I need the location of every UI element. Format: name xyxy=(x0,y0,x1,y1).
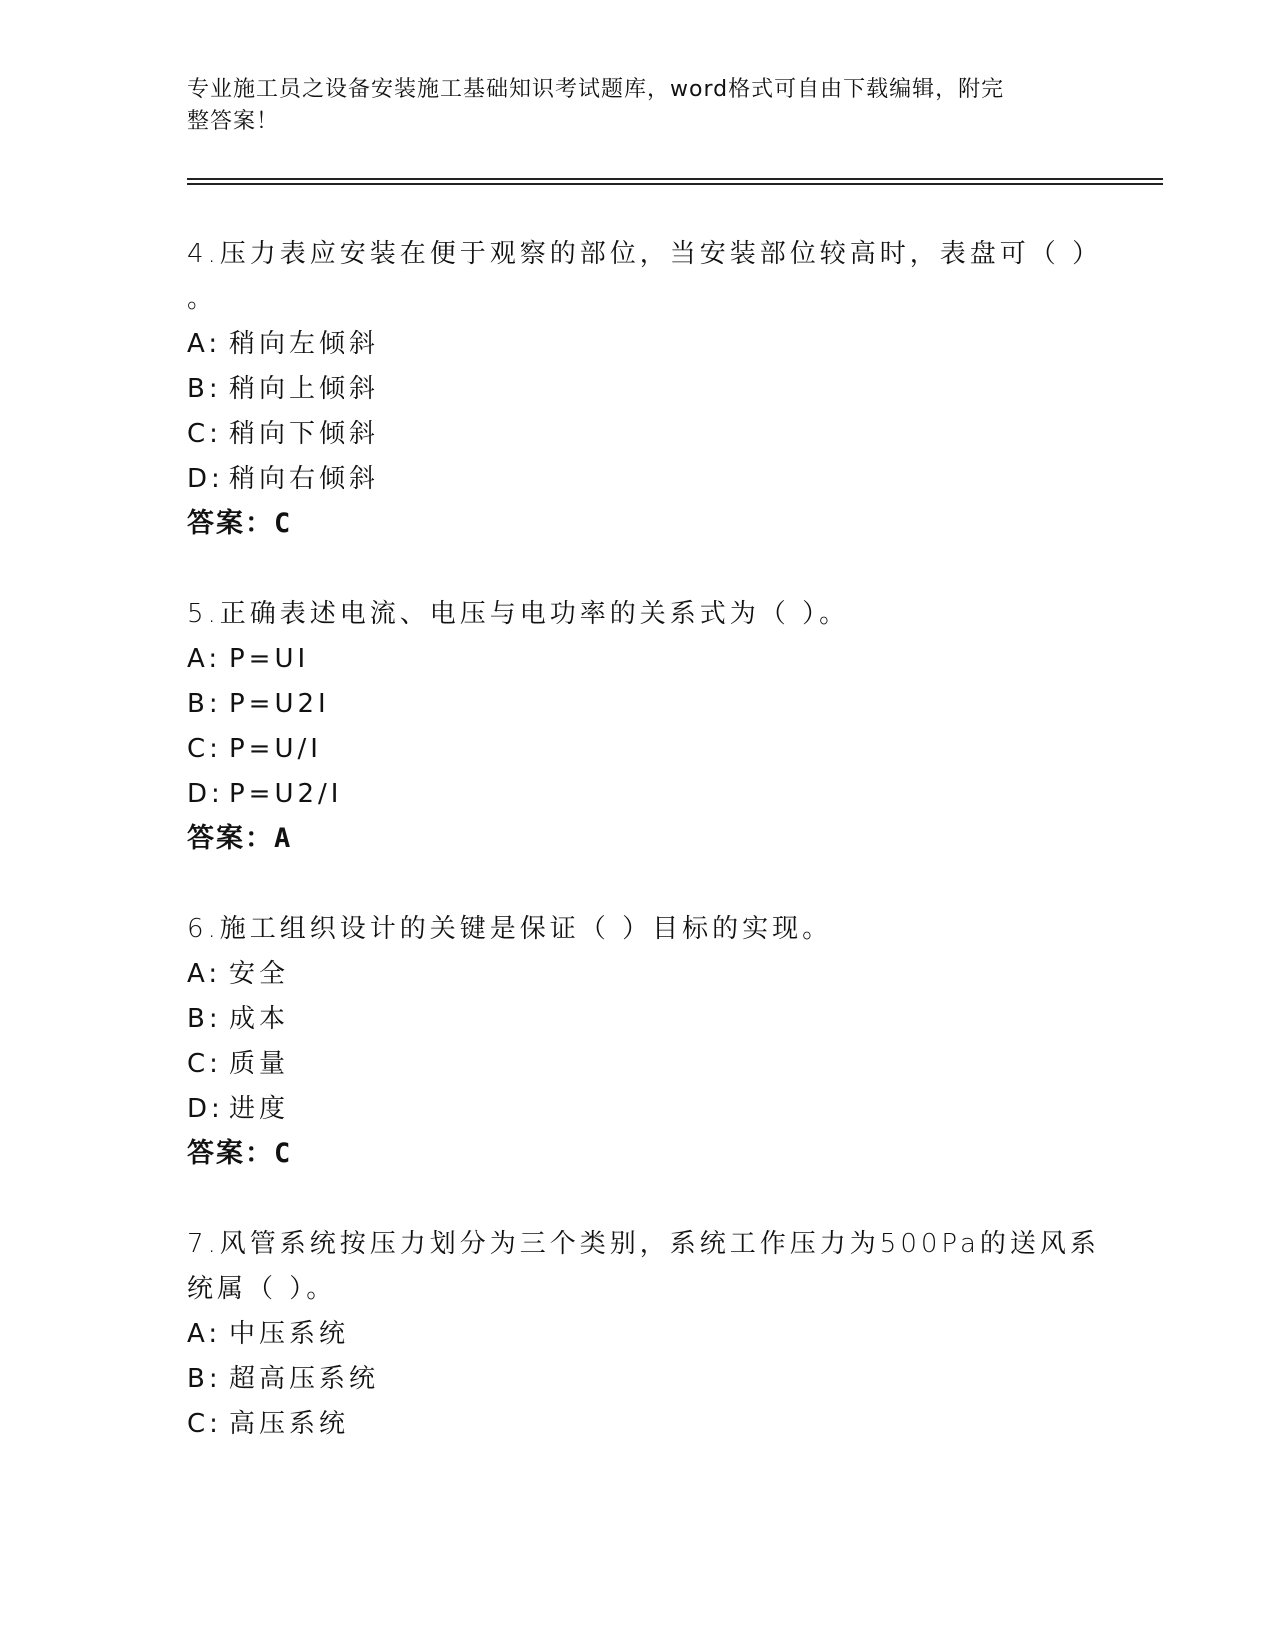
option-letter: C: xyxy=(187,419,222,449)
question-6-stem-line-1: 6.施工组织设计的关键是保证（ ）目标的实现。 xyxy=(187,914,833,944)
option-letter: C: xyxy=(187,1049,222,1079)
option-text: 超高压系统 xyxy=(229,1364,380,1394)
question-6-option-a xyxy=(187,957,289,991)
answer-value: C xyxy=(274,508,293,539)
header-double-rule xyxy=(187,178,1163,185)
answer-label: 答案： xyxy=(187,823,274,854)
option-text: 中压系统 xyxy=(229,1319,350,1349)
option-letter: C: xyxy=(187,734,222,764)
question-6-option-b xyxy=(187,1002,289,1036)
question-7-stem-line-1: 7.风管系统按压力划分为三个类别，系统工作压力为500Pa的送风系 xyxy=(187,1229,1100,1259)
question-4-stem-line-1: 4.压力表应安装在便于观察的部位，当安装部位较高时，表盘可（ ） xyxy=(187,239,1103,269)
answer-label: 答案： xyxy=(187,1138,274,1169)
option-text: 高压系统 xyxy=(229,1409,350,1439)
question-4-option-a xyxy=(187,327,379,361)
rule-line-top xyxy=(187,178,1163,180)
question-6-answer xyxy=(187,1137,292,1171)
document-header xyxy=(187,74,1067,138)
option-text: 稍向右倾斜 xyxy=(229,464,380,494)
question-6-option-c xyxy=(187,1047,289,1081)
option-letter: A: xyxy=(187,329,222,359)
option-text: 稍向上倾斜 xyxy=(229,374,380,404)
option-text: 质量 xyxy=(229,1049,290,1079)
option-text: 进度 xyxy=(229,1094,290,1124)
option-letter: D: xyxy=(187,464,224,494)
answer-value: A xyxy=(274,823,293,854)
question-4-option-c xyxy=(187,417,379,451)
option-text: 稍向左倾斜 xyxy=(229,329,380,359)
question-5-option-b xyxy=(187,687,330,721)
option-text: 成本 xyxy=(229,1004,290,1034)
option-letter: A: xyxy=(187,644,222,674)
option-text: P=U2/I xyxy=(229,779,343,809)
question-6-option-d xyxy=(187,1092,289,1126)
option-text: 稍向下倾斜 xyxy=(229,419,380,449)
question-4-answer xyxy=(187,507,292,541)
question-4-option-b xyxy=(187,372,379,406)
option-letter: C: xyxy=(187,1409,222,1439)
option-letter: B: xyxy=(187,1364,222,1394)
question-7-option-a xyxy=(187,1317,349,1351)
option-text: P=U2I xyxy=(229,689,330,719)
option-text: P=U/I xyxy=(229,734,322,764)
question-4-stem-line-2: 。 xyxy=(187,284,218,314)
option-letter: B: xyxy=(187,689,222,719)
header-line-1: 专业施工员之设备安装施工基础知识考试题库，word格式可自由下载编辑，附完 xyxy=(187,77,1005,102)
option-letter: D: xyxy=(187,779,224,809)
header-line-2: 整答案！ xyxy=(187,109,280,134)
question-4-option-d xyxy=(187,462,379,496)
option-letter: A: xyxy=(187,1319,222,1349)
option-text: 安全 xyxy=(229,959,290,989)
option-letter: B: xyxy=(187,374,222,404)
question-5-option-c xyxy=(187,732,322,766)
question-7-stem-line-2: 统属（ ）。 xyxy=(187,1274,337,1304)
answer-label: 答案： xyxy=(187,508,274,539)
question-5-option-d xyxy=(187,777,342,811)
option-text: P=UI xyxy=(229,644,310,674)
question-5-stem-line-1: 5.正确表述电流、电压与电功率的关系式为（ ）。 xyxy=(187,599,850,629)
question-7-option-b xyxy=(187,1362,379,1396)
option-letter: A: xyxy=(187,959,222,989)
rule-line-bottom xyxy=(187,183,1163,185)
question-5-option-a xyxy=(187,642,309,676)
question-5-answer xyxy=(187,822,292,856)
option-letter: D: xyxy=(187,1094,224,1124)
question-7-option-c xyxy=(187,1407,349,1441)
answer-value: C xyxy=(274,1138,293,1169)
option-letter: B: xyxy=(187,1004,222,1034)
